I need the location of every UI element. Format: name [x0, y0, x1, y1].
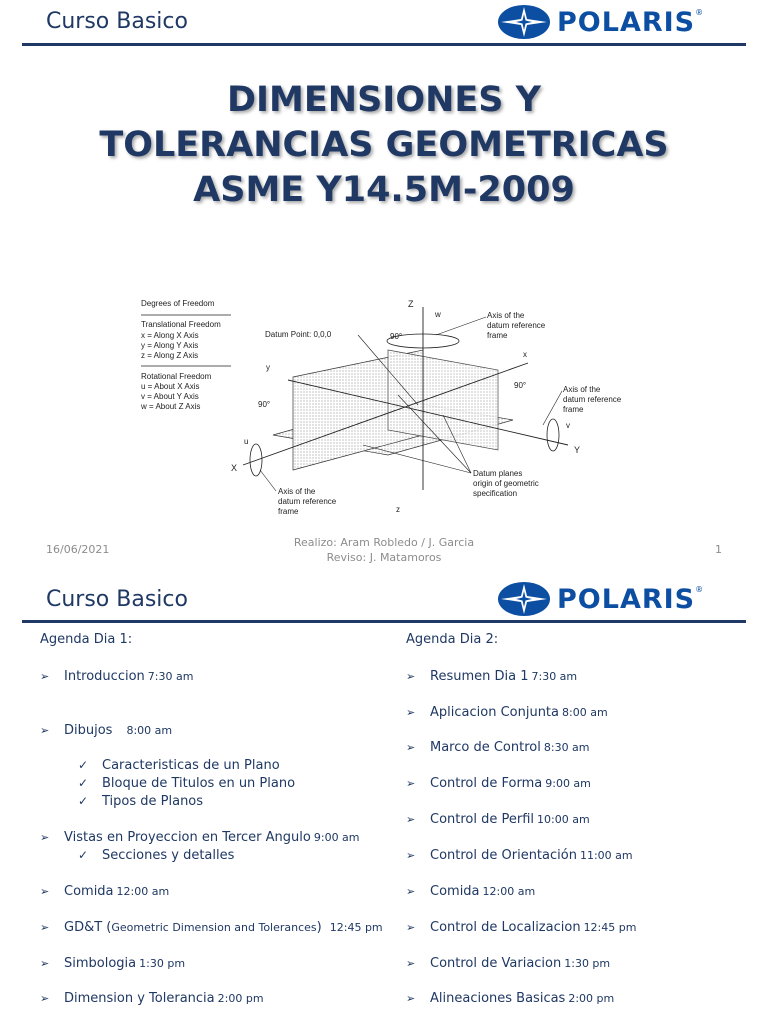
agenda-item-time: 10:00 am [537, 813, 590, 826]
arrow-bullet-icon: ➢ [40, 992, 50, 1005]
agenda-item-label-end: ) [316, 920, 322, 935]
header-divider [22, 620, 746, 623]
arrow-bullet-icon: ➢ [406, 957, 416, 970]
rotational-w: w = About Z Axis [141, 402, 201, 411]
arrow-bullet-icon: ➢ [40, 831, 50, 844]
sub-item-label: Bloque de Titulos en un Plano [102, 776, 296, 791]
arrow-bullet-icon: ➢ [40, 957, 50, 970]
logo-wordmark: POLARIS [557, 6, 696, 38]
credit-realizo: Realizo: Aram Robledo / J. Garcia [293, 536, 475, 549]
sub-item-label: Tipos de Planos [102, 794, 204, 809]
agenda-item-label: Alineaciones Basicas [430, 991, 566, 1006]
sub-item [78, 848, 234, 863]
agenda-item-label: Dimension y Tolerancia [64, 991, 215, 1006]
axis-label-top-3: frame [487, 331, 508, 340]
agenda-item-label: Comida [430, 884, 480, 899]
agenda-item [406, 884, 535, 899]
logo-registered-mark: ® [695, 8, 704, 17]
datum-planes-1: Datum planes [473, 469, 523, 478]
axis-Z: Z [408, 299, 414, 309]
translational-z: z = Along Z Axis [141, 351, 199, 360]
translational-x: x = Along X Axis [141, 331, 199, 340]
sub-item [78, 794, 203, 809]
axis-label-right-1: Axis of the [563, 385, 601, 394]
axis-x-small: x [523, 350, 527, 359]
arrow-bullet-icon: ➢ [406, 921, 416, 934]
check-icon: ✓ [78, 794, 89, 808]
agenda-item-label: Simbologia [64, 956, 137, 971]
angle-right: 90° [514, 381, 527, 390]
agenda-item-time: 12:00 am [116, 885, 170, 898]
agenda-item-time: 9:00 am [313, 831, 360, 844]
agenda-item-label: GD&T ( [64, 920, 112, 935]
agenda-item-time: 8:30 am [543, 741, 590, 754]
title-line-3: ASME Y14.5M-2009 [193, 170, 575, 210]
agenda-item-time: 7:30 am [147, 670, 194, 683]
agenda-item-label: Aplicacion Conjunta [430, 705, 559, 720]
slide-title [0, 78, 768, 213]
agenda-item [406, 776, 591, 791]
axis-label-bottom-2: datum reference [278, 497, 337, 506]
arrow-bullet-icon: ➢ [406, 706, 416, 719]
agenda-item-time: 9:00 am [545, 777, 591, 790]
translational-title: Translational Freedom [141, 320, 221, 329]
agenda-item-label: Comida [64, 884, 114, 899]
agenda-item-label: Control de Localizacion [430, 920, 581, 935]
agenda-item [40, 884, 169, 899]
agenda-item [40, 956, 185, 971]
axis-label-right-3: frame [563, 405, 584, 414]
agenda-item-time: 1:30 pm [564, 957, 611, 970]
title-line-1: DIMENSIONES Y [226, 80, 542, 120]
agenda-item-time: 2:00 pm [568, 992, 615, 1005]
arrow-bullet-icon: ➢ [406, 813, 416, 826]
rotational-title: Rotational Freedom [141, 372, 212, 381]
logo-wordmark: POLARIS [557, 583, 696, 615]
arrow-bullet-icon: ➢ [40, 724, 50, 737]
axis-w: w [435, 310, 441, 319]
agenda-item-time: 11:00 am [579, 849, 633, 862]
sub-item [78, 758, 280, 773]
axis-label-bottom-1: Axis of the [278, 487, 316, 496]
check-icon: ✓ [78, 848, 89, 862]
axis-label-top-2: datum reference [487, 321, 546, 330]
title-line-2: TOLERANCIAS GEOMETRICAS [99, 125, 669, 165]
arrow-bullet-icon: ➢ [406, 885, 416, 898]
arrow-bullet-icon: ➢ [406, 670, 416, 683]
agenda-item-time: 8:00 am [562, 706, 608, 719]
agenda-item-time: 1:30 pm [139, 957, 186, 970]
agenda-day-1-heading: Agenda Dia 1: [40, 632, 133, 647]
axis-y-small: y [266, 363, 270, 372]
angle-left: 90° [258, 400, 271, 409]
angle-top: 90° [390, 332, 403, 341]
arrow-bullet-icon: ➢ [40, 670, 50, 683]
agenda-item-time: 12:45 pm [583, 921, 637, 934]
arrow-bullet-icon: ➢ [406, 849, 416, 862]
arrow-bullet-icon: ➢ [406, 992, 416, 1005]
dof-title: Degrees of Freedom [141, 299, 215, 308]
degrees-of-freedom-diagram [138, 295, 638, 517]
page-number: 1 [715, 543, 722, 556]
agenda-item-label-detail: Geometric Dimension and Tolerances [111, 921, 317, 934]
agenda-slide [0, 572, 768, 1024]
datum-point-label: Datum Point: 0,0,0 [265, 330, 332, 339]
axis-v: v [566, 421, 570, 430]
agenda-item-label: Dibujos [64, 723, 113, 738]
agenda-item-time: 12:00 am [482, 885, 536, 898]
polaris-logo [497, 581, 703, 617]
agenda-item [40, 991, 264, 1006]
axis-u: u [244, 437, 249, 446]
translational-y: y = Along Y Axis [141, 341, 199, 350]
agenda-item-label: Vistas en Proyeccion en Tercer Angulo [64, 830, 311, 845]
agenda-item [406, 705, 608, 720]
header-title: Curso Basico [46, 9, 188, 34]
agenda-item [406, 956, 610, 971]
agenda-item-label: Resumen Dia 1 [430, 669, 529, 684]
agenda-item [40, 830, 360, 845]
header-title: Curso Basico [46, 587, 188, 612]
polaris-star-icon [497, 581, 551, 617]
agenda-item-label: Control de Variacion [430, 956, 562, 971]
credit-reviso: Reviso: J. Matamoros [326, 551, 442, 564]
sub-item-label: Secciones y detalles [102, 848, 235, 863]
agenda-item-label: Marco de Control [430, 740, 541, 755]
check-icon: ✓ [78, 776, 89, 790]
footer-credits [270, 535, 498, 565]
footer-date: 16/06/2021 [46, 543, 110, 556]
arrow-bullet-icon: ➢ [40, 885, 50, 898]
arrow-bullet-icon: ➢ [406, 777, 416, 790]
agenda-item-time: 8:00 am [126, 724, 173, 737]
sub-item-label: Caracteristicas de un Plano [102, 758, 280, 773]
axis-Y: Y [574, 445, 581, 455]
arrow-bullet-icon: ➢ [40, 921, 50, 934]
agenda-day-2-heading: Agenda Dia 2: [406, 632, 499, 647]
rotational-u: u = About X Axis [141, 382, 200, 391]
agenda-item [406, 812, 590, 827]
axis-X: X [231, 463, 238, 473]
sub-item [78, 776, 295, 791]
agenda-item [40, 669, 193, 684]
axis-label-right-2: datum reference [563, 395, 622, 404]
header-divider [22, 43, 746, 46]
polaris-star-icon [497, 4, 551, 40]
agenda-item-label: Control de Perfil [430, 812, 535, 827]
agenda-item-label: Control de Forma [430, 776, 543, 791]
agenda-item-label: Control de Orientación [430, 848, 577, 863]
agenda-item [406, 848, 633, 863]
agenda-item [40, 920, 383, 935]
rotational-v: v = About Y Axis [141, 392, 199, 401]
check-icon: ✓ [78, 758, 89, 772]
axis-label-top-1: Axis of the [487, 311, 525, 320]
polaris-logo [497, 4, 703, 40]
agenda-item [406, 740, 590, 755]
arrow-bullet-icon: ➢ [406, 741, 416, 754]
agenda-item-time: 2:00 pm [217, 992, 264, 1005]
agenda-item [406, 920, 636, 935]
agenda-item [406, 991, 614, 1006]
axis-z-small: z [396, 505, 400, 514]
agenda-item [406, 669, 577, 684]
logo-registered-mark: ® [695, 585, 704, 594]
agenda-item [40, 723, 172, 738]
datum-planes-3: specification [473, 489, 518, 498]
axis-label-bottom-3: frame [278, 507, 299, 516]
agenda-item-time: 12:45 pm [329, 921, 383, 934]
datum-planes-2: origin of geometric [473, 479, 539, 488]
agenda-item-label: Introduccion [64, 669, 145, 684]
agenda-item-time: 7:30 am [531, 670, 578, 683]
